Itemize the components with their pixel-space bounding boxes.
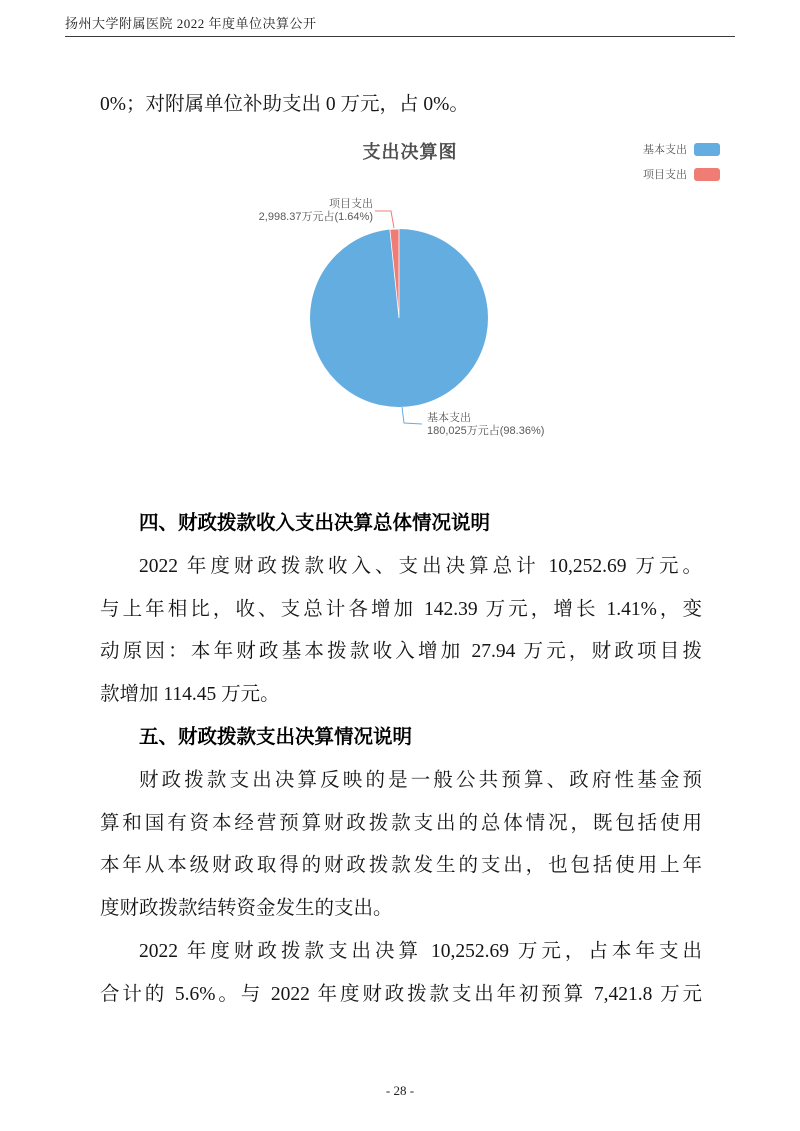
paragraph-line: 度财政拨款结转资金发生的支出。 — [100, 898, 393, 920]
expenditure-pie-chart — [0, 130, 800, 460]
pie-svg — [0, 130, 800, 460]
pie-label-project — [259, 198, 373, 223]
pie-label-basic — [427, 412, 544, 437]
page-number: - 28 - — [385, 1083, 415, 1098]
chart-title: 支出决算图 — [362, 142, 458, 162]
section-heading-4: 四、财政拨款收入支出决算总体情况说明 — [139, 513, 491, 534]
pie-label-value: 180,025万元占(98.36%) — [427, 424, 545, 437]
pie-label-name: 基本支出 — [427, 412, 471, 424]
paragraph-line: 0%；对附属单位补助支出 0 万元，占 0%。 — [100, 94, 469, 115]
document-header-title: 扬州大学附属医院 2022 年度单位决算公开 — [65, 16, 317, 31]
leader-line-project — [375, 211, 394, 228]
paragraph-line: 合计的 5.6%。与 2022 年度财政拨款支出年初预算 7,421.8 万元 — [100, 983, 702, 1005]
pie-label-name: 项目支出 — [329, 198, 373, 210]
header-divider — [65, 36, 735, 37]
leader-line-basic — [402, 407, 422, 424]
paragraph-line: 算和国有资本经营预算财政拨款支出的总体情况，既包括使用 — [100, 812, 702, 834]
section-heading-5: 五、财政拨款支出决算情况说明 — [139, 726, 413, 748]
legend-label: 基本支出 — [643, 144, 687, 156]
paragraph-line: 动原因：本年财政基本拨款收入增加 27.94 万元，财政项目拨 — [100, 641, 702, 663]
paragraph-line: 财政拨款支出决算反映的是一般公共预算、政府性基金预 — [139, 769, 702, 791]
paragraph-line: 款增加 114.45 万元。 — [100, 684, 280, 706]
legend-label: 项目支出 — [643, 169, 687, 181]
paragraph-line: 与上年相比，收、支总计各增加 142.39 万元，增长 1.41%，变 — [100, 598, 702, 620]
paragraph-line: 2022 年度财政拨款收入、支出决算总计 10,252.69 万元。 — [139, 555, 702, 577]
pie-label-value: 2,998.37万元占(1.64%) — [258, 210, 373, 223]
paragraph-line: 2022 年度财政拨款支出决算 10,252.69 万元，占本年支出 — [139, 940, 702, 962]
document-body — [100, 503, 702, 1017]
paragraph-line: 本年从本级财政取得的财政拨款发生的支出，也包括使用上年 — [100, 855, 702, 877]
